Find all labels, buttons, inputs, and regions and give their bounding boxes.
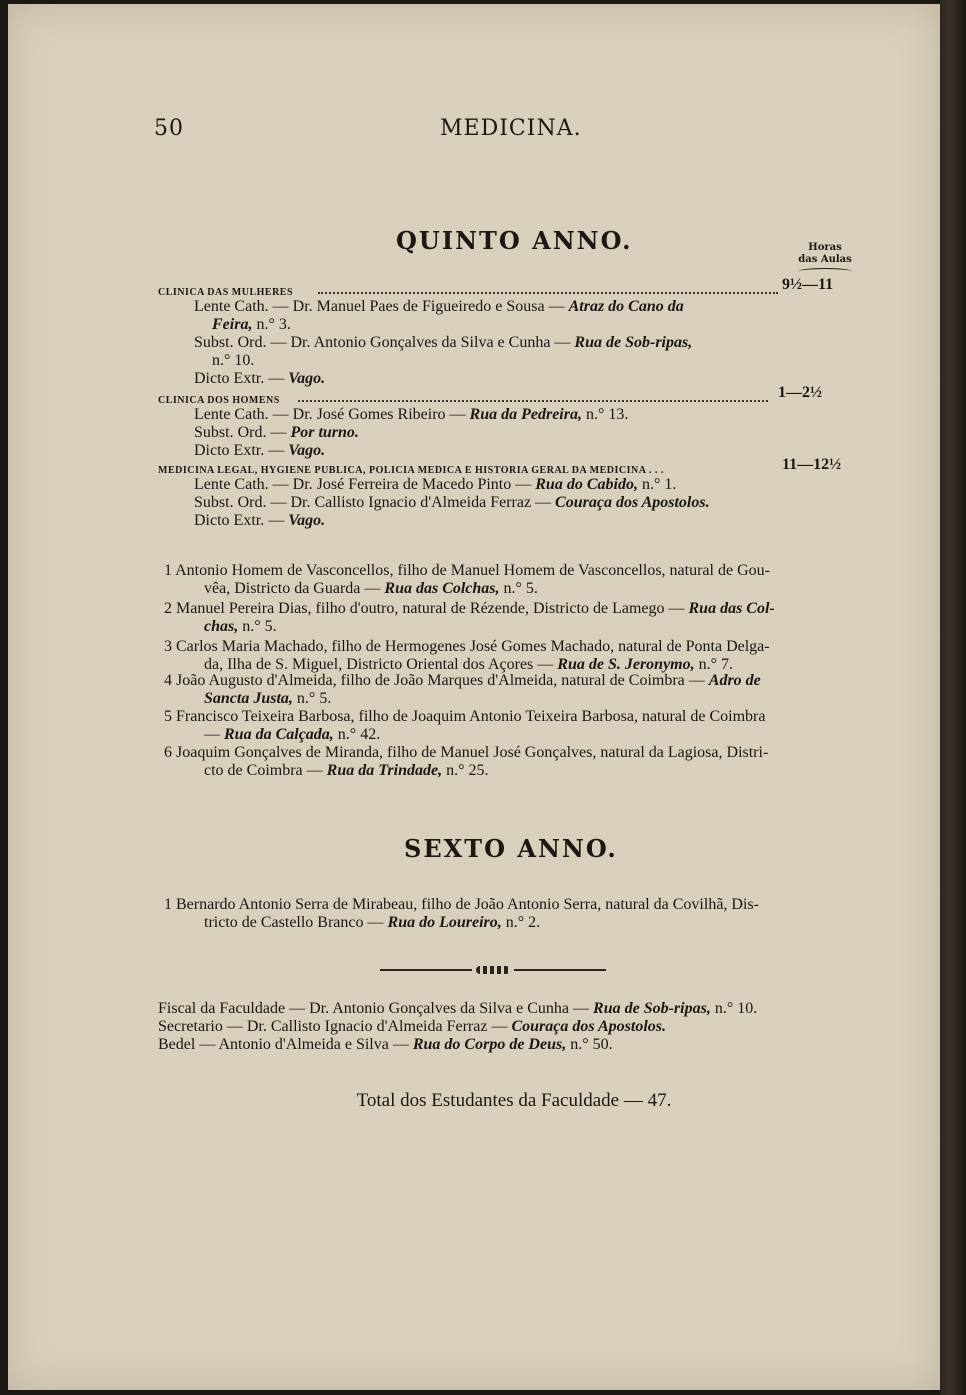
book-spine [940, 0, 966, 1395]
staff-line: Dicto Extr. — Vago. [194, 442, 326, 459]
staff-line: Subst. Ord. — Dr. Antonio Gonçalves da Silva e Cunha — Rua de Sob-ripas, [194, 334, 693, 351]
staff-line: Feira, n.° 3. [212, 316, 291, 333]
student-entry-cont: Sancta Justa, n.° 5. [204, 690, 332, 707]
discipline-hours: 9½—11 [782, 276, 834, 293]
student-entry: 4 João Augusto d'Almeida, filho de João Marques d'Almeida, natural de Coimbra — Adro de [164, 672, 761, 689]
page-header [8, 116, 940, 146]
running-head: MEDICINA. [440, 116, 582, 141]
staff-line: n.° 10. [212, 352, 255, 369]
staff-line: Dicto Extr. — Vago. [194, 370, 326, 387]
student-entry-cont: da, Ilha de S. Miguel, Districto Oriental dos Açores — Rua de S. Jeronymo, n.° 7. [204, 656, 734, 673]
rule-knot [476, 966, 510, 974]
student-entry-cont: vêa, Districto da Guarda — Rua das Colchas, n.° 5. [204, 580, 538, 597]
staff-line: Subst. Ord. — Dr. Callisto Ignacio d'Almeida Ferraz — Couraça dos Apostolos. [194, 494, 710, 511]
staff-line: Subst. Ord. — Por turno. [194, 424, 359, 441]
hours-column-heading [794, 242, 856, 275]
rule-right [514, 969, 606, 971]
student-entry: 6 Joaquim Gonçalves de Miranda, filho de Manuel José Gonçalves, natural da Lagiosa, Distri- [164, 744, 769, 761]
discipline-name: CLINICA DOS HOMENS [158, 395, 280, 406]
staff-line: Dicto Extr. — Vago. [194, 512, 326, 529]
student-entry-cont: — Rua da Calçada, n.° 42. [204, 726, 381, 743]
staff-line: Lente Cath. — Dr. Manuel Paes de Figueiredo e Sousa — Atraz do Cano da [194, 298, 684, 315]
official-line: Secretario — Dr. Callisto Ignacio d'Almeida Ferraz — Couraça dos Apostolos. [158, 1018, 666, 1035]
rule-left [380, 969, 472, 971]
section-title-quinto: QUINTO ANNO. [396, 226, 633, 255]
total-students: Total dos Estudantes da Faculdade — 47. [356, 1090, 672, 1111]
student-entry-cont: cto de Coimbra — Rua da Trindade, n.° 25. [204, 762, 489, 779]
student-entry-cont: chas, n.° 5. [204, 618, 277, 635]
ornamental-rule [380, 966, 606, 974]
staff-line: Lente Cath. — Dr. José Gomes Ribeiro — Rua da Pedreira, n.° 13. [194, 406, 629, 423]
section-title-sexto: SEXTO ANNO. [404, 834, 618, 863]
discipline-hours: 11—12½ [782, 456, 842, 473]
leader-dots [298, 390, 768, 402]
discipline-hours: 1—2½ [778, 384, 822, 401]
student-entry: 2 Manuel Pereira Dias, filho d'outro, natural de Rézende, Districto de Lamego — Rua das Col- [164, 600, 775, 617]
student-entry: 1 Bernardo Antonio Serra de Mirabeau, filho de João Antonio Serra, natural da Covilhã, Dis- [164, 896, 759, 913]
hours-heading-line: das Aulas [798, 254, 852, 265]
discipline-name: MEDICINA LEGAL, HYGIENE PUBLICA, POLICIA MEDICA E HISTORIA GERAL DA MEDICINA . . . [158, 465, 664, 476]
discipline-name: CLINICA DAS MULHERES [158, 287, 294, 298]
student-entry: 1 Antonio Homem de Vasconcellos, filho de Manuel Homem de Vasconcellos, natural de Gou- [164, 562, 770, 579]
official-line: Fiscal da Faculdade — Dr. Antonio Gonçalves da Silva e Cunha — Rua de Sob-ripas, n.° 10. [158, 1000, 758, 1017]
student-entry-cont: tricto de Castello Branco — Rua do Loureiro, n.° 2. [204, 914, 541, 931]
page-number: 50 [154, 116, 184, 141]
student-entry: 5 Francisco Teixeira Barbosa, filho de Joaquim Antonio Teixeira Barbosa, natural de Coimbra [164, 708, 766, 725]
student-entry: 3 Carlos Maria Machado, filho de Hermogenes José Gomes Machado, natural de Ponta Delga- [164, 638, 770, 655]
page [8, 4, 940, 1390]
brace-rule [798, 268, 852, 275]
leader-dots [318, 282, 778, 294]
hours-heading-line: Horas [808, 242, 842, 253]
staff-line: Lente Cath. — Dr. José Ferreira de Macedo Pinto — Rua do Cabido, n.° 1. [194, 476, 677, 493]
official-line: Bedel — Antonio d'Almeida e Silva — Rua do Corpo de Deus, n.° 50. [158, 1036, 613, 1053]
